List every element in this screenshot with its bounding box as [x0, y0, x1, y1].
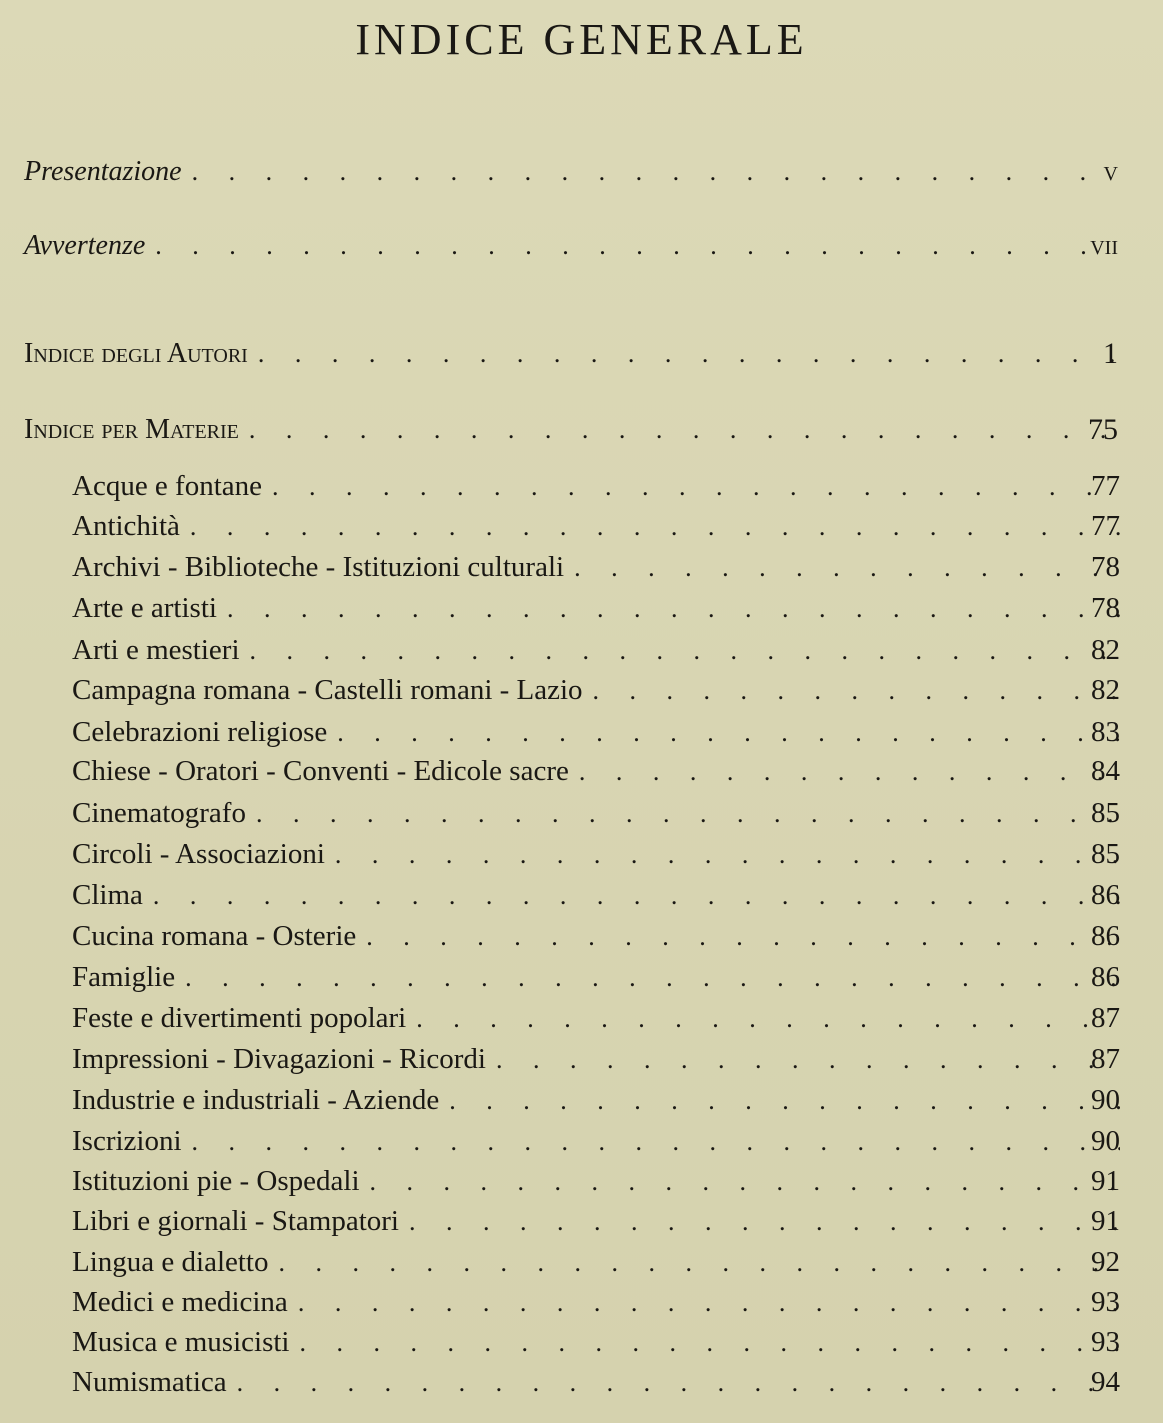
subject-entry: [72, 751, 1120, 791]
subject-page: 82: [1091, 634, 1120, 666]
subject-label: Chiese - Oratori - Conventi - Edicole sacre: [72, 755, 569, 787]
toc-entry-label: Indice degli Autori: [24, 338, 248, 369]
subject-page: 92: [1091, 1246, 1120, 1278]
dot-leader: [192, 1122, 1120, 1162]
subject-entry: [72, 506, 1120, 546]
subject-entry: [72, 1322, 1120, 1362]
subject-label: Musica e musicisti: [72, 1326, 290, 1358]
subject-label: Famiglie: [72, 961, 176, 993]
subject-entry: [72, 588, 1120, 628]
subject-entry: [72, 1242, 1120, 1282]
toc-entry-indice-autori: [24, 334, 1118, 374]
subject-page: 91: [1091, 1165, 1120, 1197]
dot-leader: [190, 507, 1120, 547]
subject-entry: [72, 1201, 1120, 1241]
subject-label: Lingua e dialetto: [72, 1246, 269, 1278]
subject-label: Feste e divertimenti popolari: [72, 1002, 407, 1034]
subject-label: Numismatica: [72, 1366, 227, 1398]
subject-entry: [72, 466, 1120, 506]
subject-label: Industrie e industriali - Aziende: [72, 1084, 440, 1116]
subject-label: Clima: [72, 879, 143, 911]
dot-leader: [153, 876, 1120, 916]
subject-entry: [72, 547, 1120, 587]
subject-label: Impressioni - Divagazioni - Ricordi: [72, 1043, 486, 1075]
dot-leader: [256, 794, 1120, 834]
subject-entry: [72, 916, 1120, 956]
subject-label: Archivi - Biblioteche - Istituzioni culturali: [72, 551, 565, 583]
subject-page: 87: [1091, 1043, 1120, 1075]
subject-label: Istituzioni pie - Ospedali: [72, 1165, 360, 1197]
subject-page: 87: [1091, 1002, 1120, 1034]
subject-page: 85: [1091, 797, 1120, 829]
dot-leader: [370, 1162, 1120, 1202]
subject-entry: [72, 793, 1120, 833]
subject-page: 82: [1091, 674, 1120, 706]
subject-entry: [72, 957, 1120, 997]
subject-entry: [72, 834, 1120, 874]
subject-entry: [72, 670, 1120, 710]
dot-leader: [337, 713, 1120, 753]
subject-label: Arti e mestieri: [72, 634, 240, 666]
subject-label: Campagna romana - Castelli romani - Lazio: [72, 674, 583, 706]
dot-leader: [579, 752, 1120, 792]
subject-label: Iscrizioni: [72, 1125, 182, 1157]
dot-leader: [299, 1323, 1120, 1363]
toc-entry-page: 1: [1103, 337, 1118, 370]
subject-page: 93: [1091, 1326, 1120, 1358]
subject-page: 78: [1091, 551, 1120, 583]
dot-leader: [185, 958, 1120, 998]
dot-leader: [155, 226, 1118, 266]
subject-label: Antichità: [72, 510, 180, 542]
subject-label: Arte e artisti: [72, 592, 217, 624]
subject-page: 83: [1091, 716, 1120, 748]
subject-label: Cucina romana - Osterie: [72, 920, 357, 952]
toc-entry-page: vii: [1090, 230, 1118, 261]
subject-entry: [72, 1161, 1120, 1201]
dot-leader: [593, 671, 1120, 711]
subject-page: 84: [1091, 755, 1120, 787]
dot-leader: [279, 1243, 1121, 1283]
subject-page: 90: [1091, 1125, 1120, 1157]
subject-label: Acque e fontane: [72, 470, 263, 502]
subject-entry: [72, 1282, 1120, 1322]
toc-entry-label: Avvertenze: [24, 230, 146, 261]
subject-label: Cinematografo: [72, 797, 246, 829]
subject-page: 77: [1091, 510, 1120, 542]
dot-leader: [409, 1202, 1120, 1242]
toc-entry-page: 75: [1088, 413, 1118, 446]
subject-page: 93: [1091, 1286, 1120, 1318]
subject-page: 91: [1091, 1205, 1120, 1237]
subject-entry: [72, 1039, 1120, 1079]
subject-label: Libri e giornali - Stampatori: [72, 1205, 399, 1237]
subject-page: 86: [1091, 879, 1120, 911]
dot-leader: [250, 631, 1120, 671]
dot-leader: [237, 1363, 1120, 1403]
subject-entry: [72, 630, 1120, 670]
subject-page: 90: [1091, 1084, 1120, 1116]
toc-entry-avvertenze: [24, 226, 1118, 266]
subject-page: 86: [1091, 920, 1120, 952]
page-title: INDICE GENERALE: [355, 15, 808, 64]
subject-entry: [72, 1362, 1120, 1402]
subject-page: 85: [1091, 838, 1120, 870]
subject-entry: [72, 998, 1120, 1038]
subject-label: Circoli - Associazioni: [72, 838, 325, 870]
toc-entry-label: Presentazione: [24, 156, 182, 187]
subject-label: Medici e medicina: [72, 1286, 288, 1318]
subject-entry: [72, 1121, 1120, 1161]
subject-entry: [72, 1080, 1120, 1120]
subject-entry: [72, 875, 1120, 915]
dot-leader: [272, 467, 1120, 507]
dot-leader: [574, 548, 1120, 588]
dot-leader: [298, 1283, 1120, 1323]
subject-page: 77: [1091, 470, 1120, 502]
dot-leader: [335, 835, 1120, 875]
subject-label: Celebrazioni religiose: [72, 716, 328, 748]
subject-page: 78: [1091, 592, 1120, 624]
subject-entry: [72, 712, 1120, 752]
dot-leader: [496, 1040, 1120, 1080]
dot-leader: [249, 410, 1118, 450]
dot-leader: [192, 152, 1118, 192]
dot-leader: [227, 589, 1120, 629]
toc-entry-label: Indice per Materie: [24, 414, 239, 445]
toc-entry-presentazione: [24, 152, 1118, 192]
subject-page: 86: [1091, 961, 1120, 993]
dot-leader: [258, 334, 1118, 374]
toc-entry-indice-materie: [24, 410, 1118, 450]
toc-entry-page: v: [1103, 156, 1118, 187]
dot-leader: [416, 999, 1120, 1039]
dot-leader: [366, 917, 1120, 957]
dot-leader: [449, 1081, 1120, 1121]
subject-page: 94: [1091, 1366, 1120, 1398]
